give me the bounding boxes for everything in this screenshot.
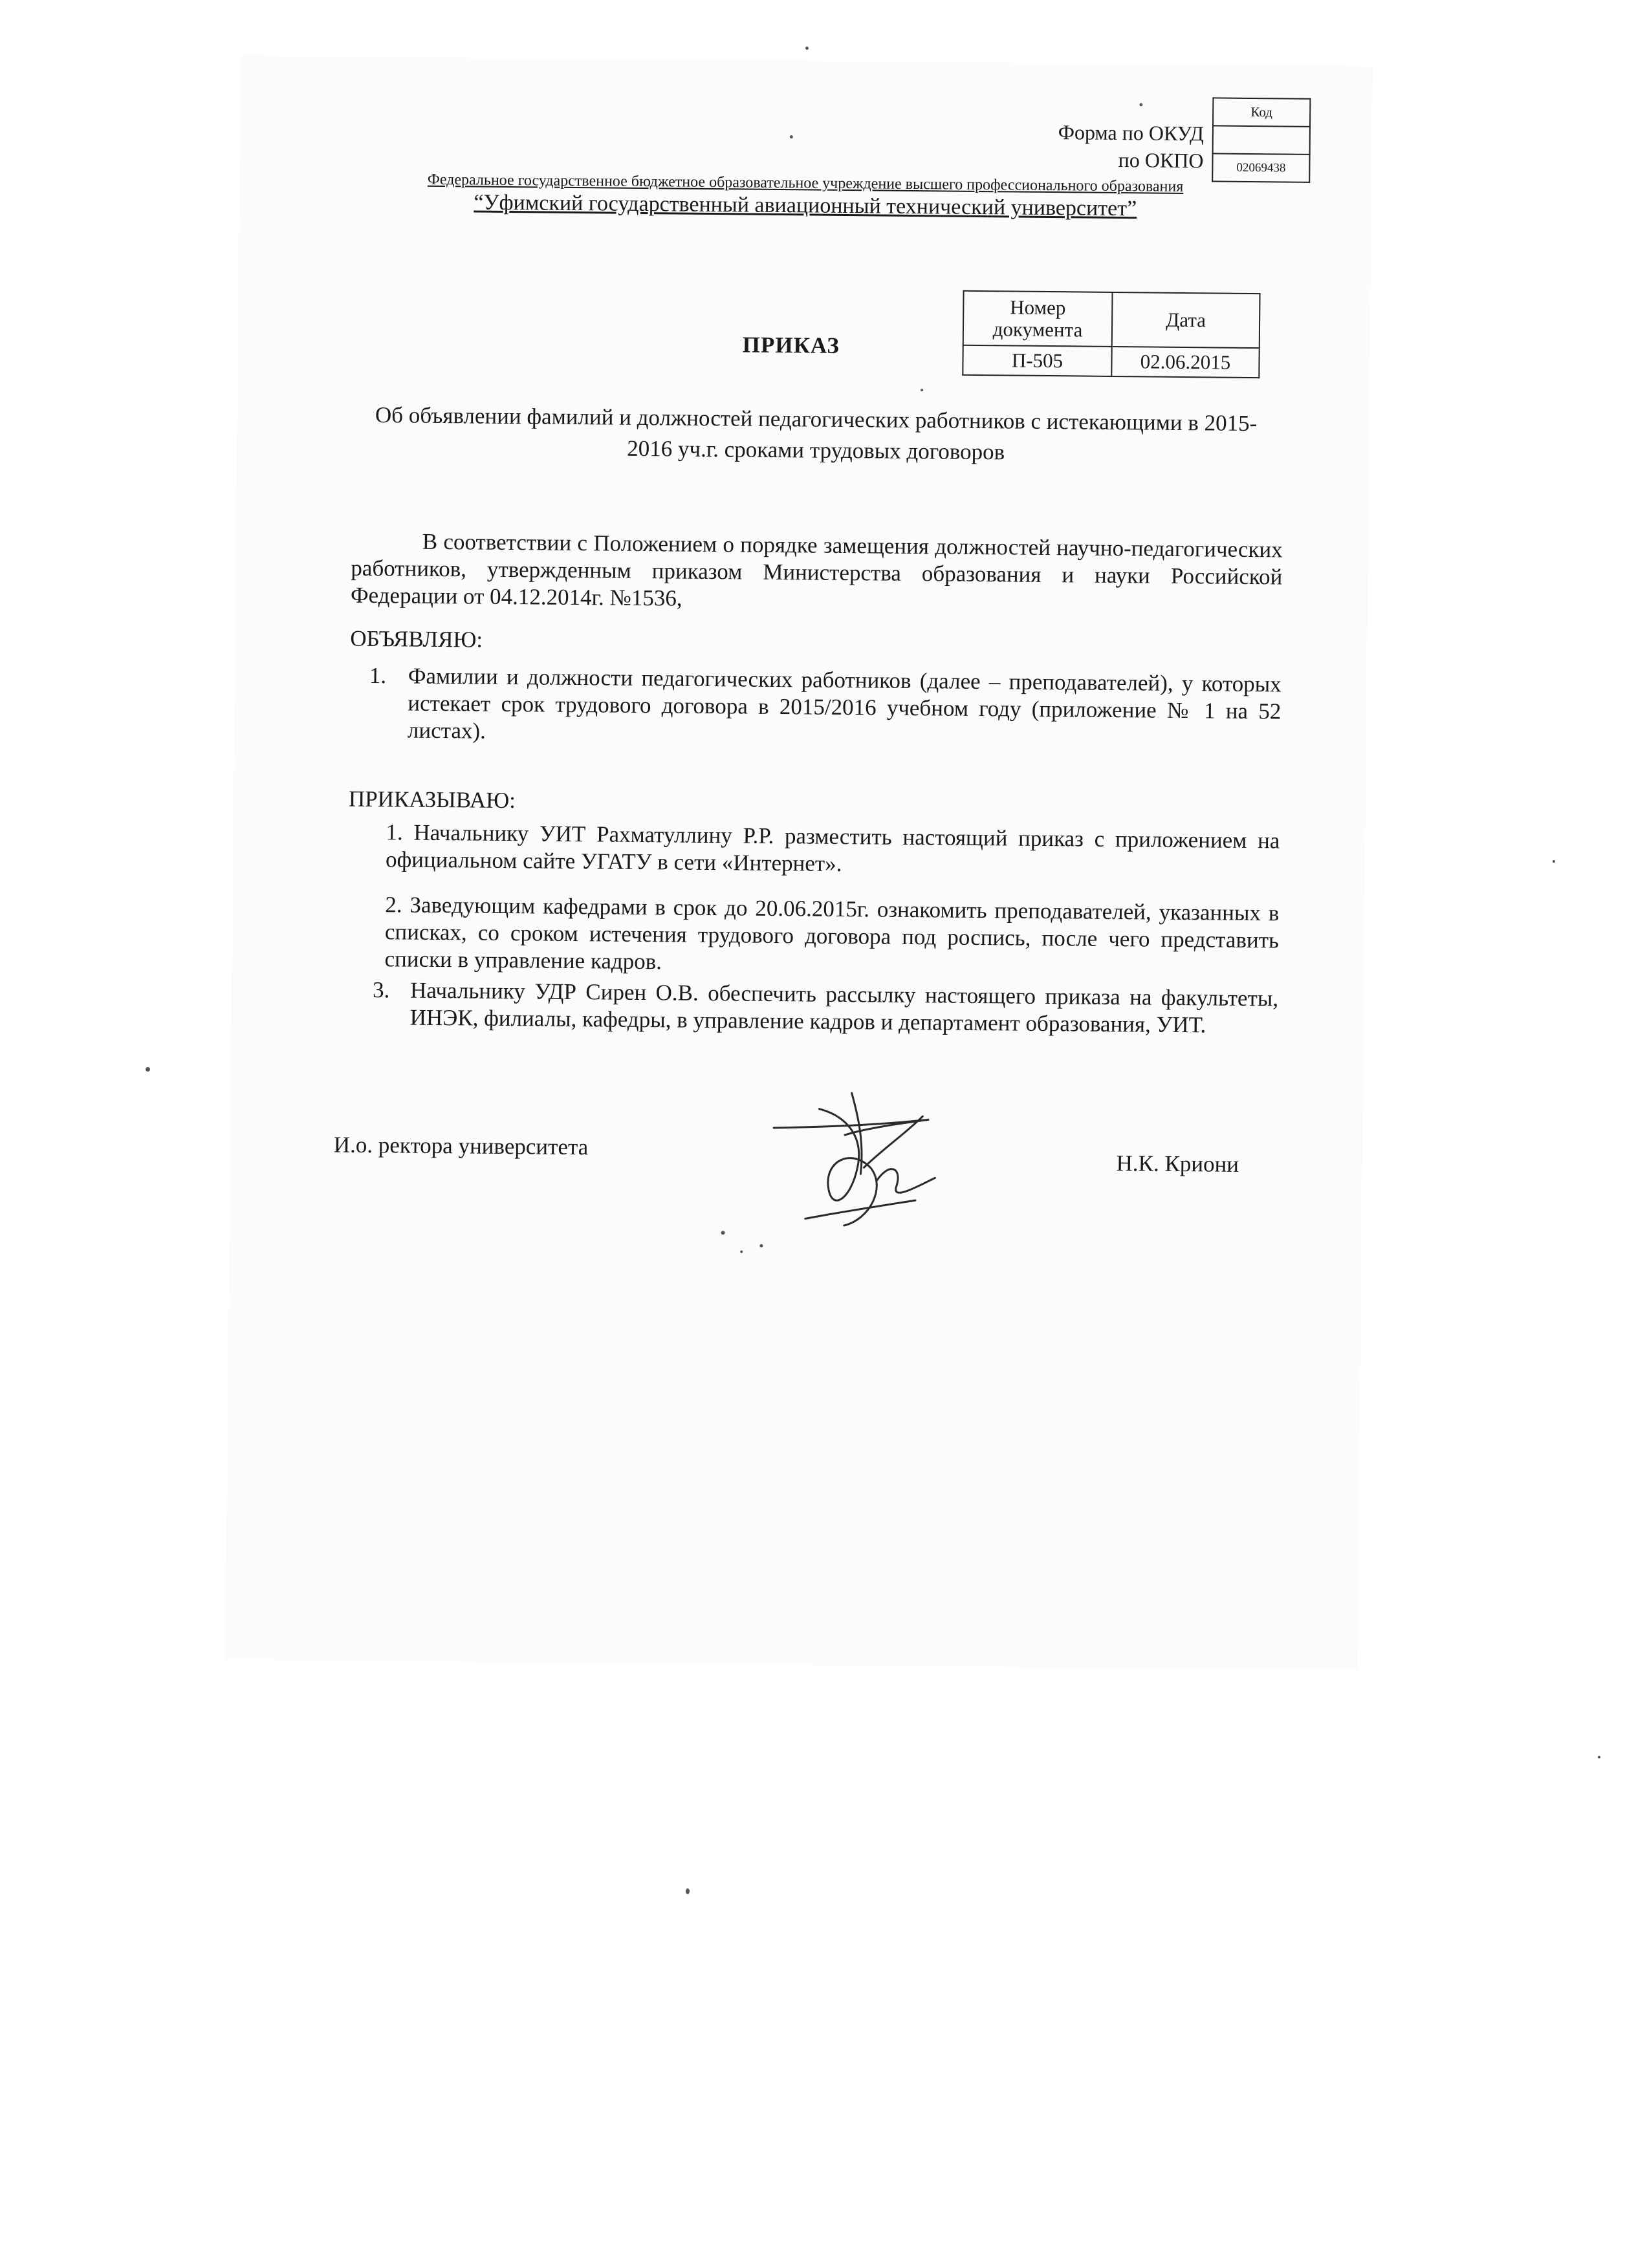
organization-header bbox=[239, 169, 1372, 224]
handwritten-signature bbox=[766, 1089, 1013, 1240]
form-labels bbox=[990, 118, 1204, 174]
scan-speck bbox=[921, 389, 923, 391]
preamble-paragraph: В соответствии с Положением о порядке замещения должностей научно-педагогических работников, утвержденным приказом Министерства образования и науки Российской Федерации от 04.12.2014г. №1536, bbox=[350, 528, 1283, 611]
item-number: 3. bbox=[372, 977, 390, 1003]
doc-number-value: П-505 bbox=[963, 345, 1111, 376]
order-item bbox=[348, 891, 1280, 975]
item-text: 1. Начальнику УИТ Рахматуллину Р.Р. разместить настоящий приказ с приложением на официальном сайте УГАТУ в сети «Интернет». bbox=[385, 819, 1280, 876]
code-table bbox=[1212, 97, 1311, 182]
order-item bbox=[349, 819, 1280, 876]
doc-date-header: Дата bbox=[1112, 292, 1260, 348]
announce-item bbox=[350, 662, 1281, 744]
organization-type: Федеральное государственное бюджетное образовательное учреждение высшего профессионального образования bbox=[427, 171, 1184, 195]
scan-speck bbox=[1139, 103, 1142, 106]
item-text: Фамилии и должности педагогических работников (далее – преподавателей), у которых истекает срок трудового договора в 2015/2016 учебном году (приложение № 1 на 52 листах). bbox=[407, 663, 1281, 744]
organization-name: “Уфимский государственный авиационный технический университет” bbox=[474, 190, 1137, 221]
item-text: Начальнику УДР Сирен О.В. обеспечить рассылку настоящего приказа на факультеты, ИНЭК, филиалы, кафедры, в управление кадров и департамент образования, УИТ. bbox=[409, 977, 1279, 1038]
item-text: 2. Заведующим кафедрами в срок до 20.06.2015г. ознакомить преподавателей, указанных в списках, со сроком истечения трудового договора под роспись, после чего представить списки в управление кадров. bbox=[384, 892, 1280, 975]
document-subject: Об объявлении фамилий и должностей педагогических работников с истекающими в 2015-2016 уч.г. сроками трудовых договоров bbox=[375, 402, 1258, 465]
announce-label: ОБЪЯВЛЯЮ: bbox=[350, 625, 483, 653]
okpo-label: по ОКПО bbox=[1118, 148, 1204, 173]
document-page bbox=[225, 56, 1373, 1670]
scan-speck bbox=[146, 1067, 150, 1072]
scan-speck bbox=[790, 135, 793, 138]
document-title: ПРИКАЗ bbox=[742, 332, 840, 358]
scan-speck bbox=[686, 1888, 690, 1894]
scan-speck bbox=[1553, 860, 1555, 863]
doc-date-value: 02.06.2015 bbox=[1111, 347, 1259, 378]
code-header: Код bbox=[1213, 98, 1310, 126]
scan-speck bbox=[721, 1231, 725, 1235]
signatory-name: Н.К. Криони bbox=[1116, 1150, 1239, 1177]
document-number-table bbox=[962, 290, 1260, 378]
okud-label: Форма по ОКУД bbox=[1058, 120, 1205, 146]
okpo-value: 02069438 bbox=[1212, 153, 1309, 182]
scan-speck bbox=[805, 47, 809, 50]
scan-speck bbox=[759, 1244, 763, 1247]
okud-value bbox=[1213, 125, 1310, 154]
signatory-position: И.о. ректора университета bbox=[333, 1132, 589, 1160]
scan-speck bbox=[740, 1250, 743, 1253]
order-label: ПРИКАЗЫВАЮ: bbox=[348, 786, 516, 814]
scan-speck bbox=[1598, 1756, 1600, 1758]
doc-number-header: Номер документа bbox=[963, 291, 1113, 347]
item-number: 1. bbox=[369, 662, 387, 689]
